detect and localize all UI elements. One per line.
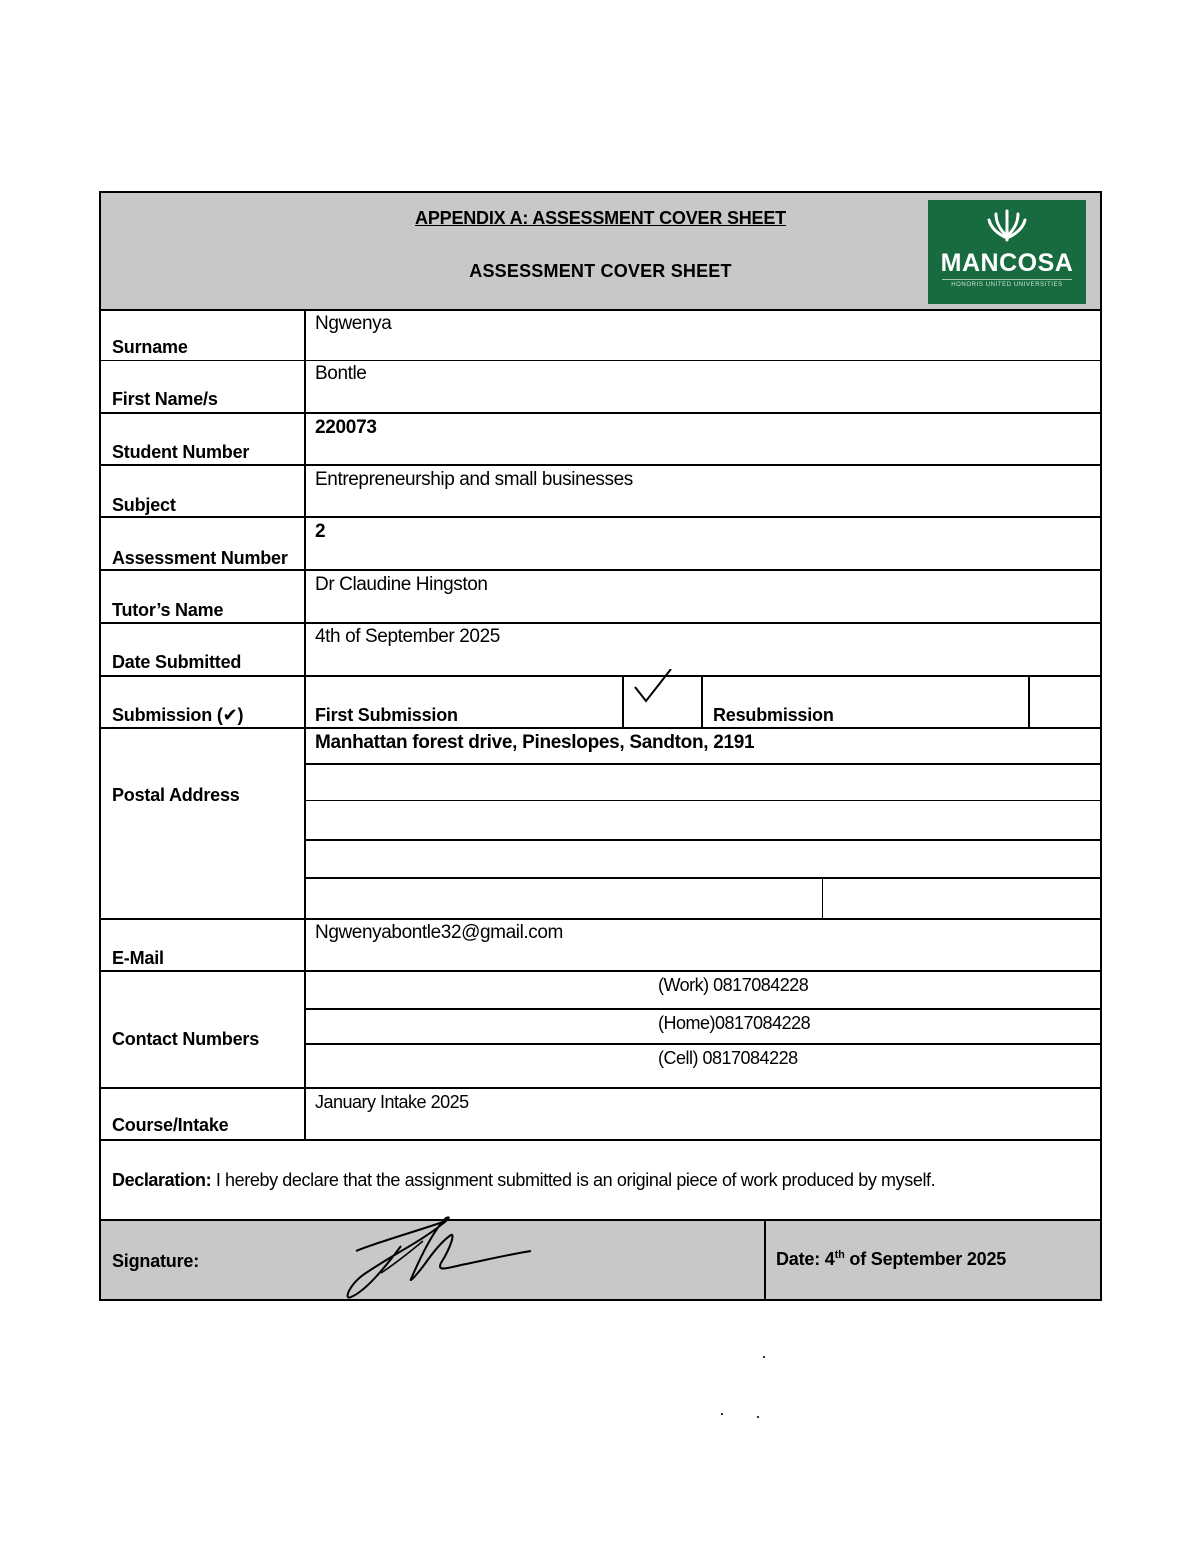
address-line (305, 763, 1100, 765)
declaration-text: I hereby declare that the assignment submitted is an original piece of work produced by myself. (215, 1170, 936, 1190)
email-label: E-Mail (112, 948, 164, 968)
resubmission-label: Resubmission (713, 705, 834, 725)
signature-divider (764, 1221, 766, 1299)
row-line (101, 464, 1100, 466)
declaration (112, 1170, 935, 1191)
row-line (101, 412, 1100, 414)
first-submission-check-icon[interactable] (631, 669, 691, 709)
row-line (101, 970, 1100, 972)
row-line (101, 516, 1100, 518)
logo-sub-line: HONORIS UNITED UNIVERSITIES (951, 282, 1063, 288)
surname-label: Surname (112, 337, 188, 357)
signature-label: Signature: (112, 1251, 200, 1271)
email-value[interactable]: Ngwenyabontle32@gmail.com (315, 922, 563, 943)
cell-number[interactable]: (Cell) 0817084228 (658, 1048, 798, 1068)
postal-address-label: Postal Address (112, 785, 240, 805)
course-intake-value[interactable]: January Intake 2025 (315, 1092, 469, 1112)
row-line (101, 309, 1100, 311)
date-submitted-value[interactable]: 4th of September 2025 (315, 626, 500, 647)
row-line (101, 675, 1100, 677)
contact-numbers-label: Contact Numbers (112, 1029, 260, 1049)
date-rest: of September 2025 (844, 1249, 1007, 1269)
date-label: Date: 4 (776, 1249, 835, 1269)
work-number[interactable]: (Work) 0817084228 (658, 975, 809, 995)
row-line (101, 622, 1100, 624)
stray-dot (763, 1356, 765, 1358)
logo-divider (942, 279, 1072, 280)
student-number-value[interactable]: 220073 (315, 417, 377, 438)
mancosa-logo (928, 200, 1086, 304)
tutor-name-value[interactable]: Dr Claudine Hingston (315, 574, 488, 595)
address-line (305, 800, 1100, 801)
row-line (101, 360, 1100, 361)
appendix-title: APPENDIX A: ASSESSMENT COVER SHEET (415, 208, 786, 228)
assessment-cover-sheet (99, 191, 1102, 1301)
sheet-title: ASSESSMENT COVER SHEET (469, 261, 732, 281)
logo-name: MANCOSA (940, 249, 1074, 277)
submission-divider (622, 676, 624, 727)
first-names-label: First Name/s (112, 389, 218, 409)
subject-label: Subject (112, 495, 176, 515)
contact-line (305, 1043, 1100, 1045)
student-number-label: Student Number (112, 442, 250, 462)
first-names-value[interactable]: Bontle (315, 363, 367, 384)
tutor-name-label: Tutor’s Name (112, 600, 224, 620)
row-line (101, 569, 1100, 571)
declaration-label: Declaration: (112, 1170, 212, 1190)
address-split (822, 878, 823, 918)
row-line (101, 1139, 1100, 1141)
postal-address-line-1[interactable]: Manhattan forest drive, Pineslopes, Sandton, 2191 (315, 732, 755, 753)
row-line (101, 727, 1100, 729)
stray-dot (757, 1416, 759, 1418)
leaf-emblem-icon (928, 200, 1086, 246)
stray-dot (721, 1413, 723, 1415)
date-ordinal: th (834, 1249, 845, 1261)
row-line (101, 918, 1100, 920)
surname-value[interactable]: Ngwenya (315, 313, 392, 334)
first-submission-label: First Submission (315, 705, 458, 725)
subject-value[interactable]: Entrepreneurship and small businesses (315, 469, 633, 490)
signature-date (776, 1249, 1006, 1270)
assessment-number-label: Assessment Number (112, 548, 288, 568)
course-intake-label: Course/Intake (112, 1115, 229, 1135)
handwritten-signature-icon (341, 1211, 541, 1301)
address-line (305, 839, 1100, 841)
address-line (305, 877, 1100, 879)
resubmission-checkbox[interactable] (1030, 677, 1100, 727)
submission-divider (701, 676, 703, 727)
row-line (101, 1087, 1100, 1089)
home-number[interactable]: (Home)0817084228 (658, 1013, 811, 1033)
submission-label: Submission (✔) (112, 705, 244, 725)
date-submitted-label: Date Submitted (112, 652, 242, 672)
label-column-divider (304, 309, 306, 1141)
assessment-number-value[interactable]: 2 (315, 521, 326, 542)
contact-line (305, 1008, 1100, 1010)
